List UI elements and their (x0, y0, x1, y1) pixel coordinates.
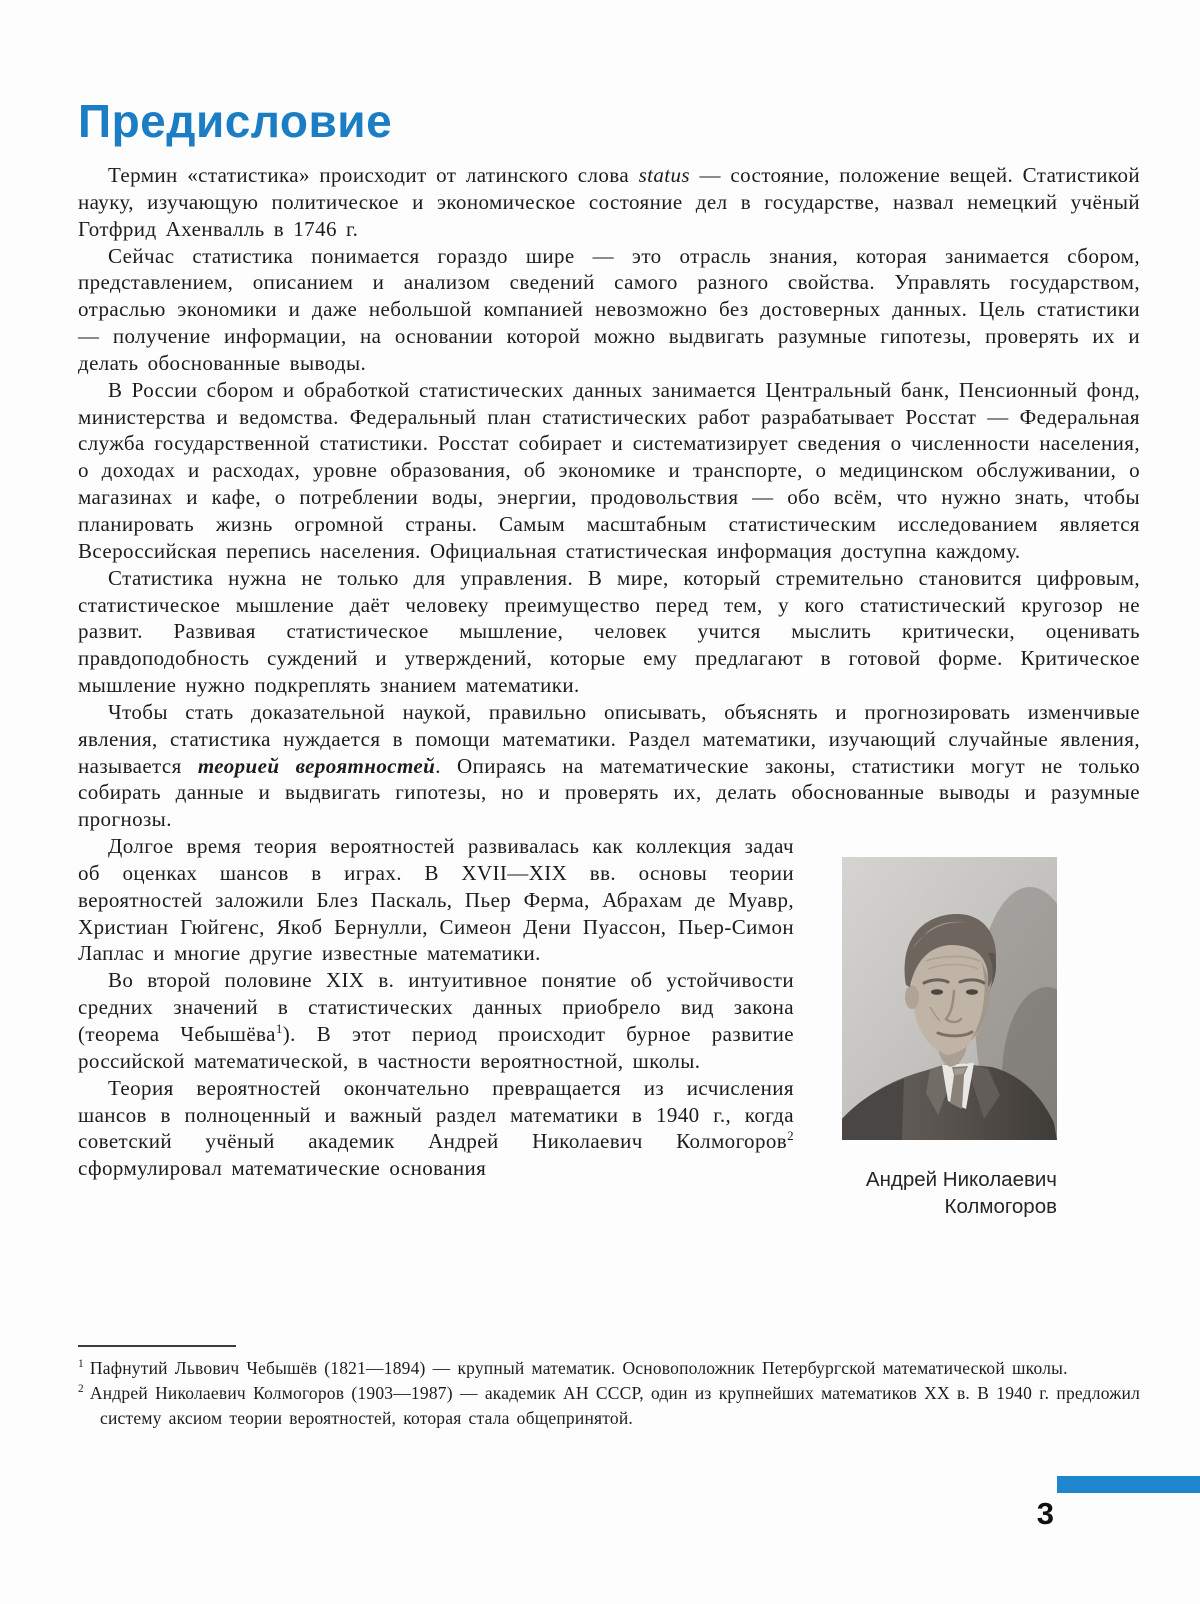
text-segment: . Опираясь на математические законы, статистики могут не только собирать данные и выдвигать гипотезы, но и проверять их, делать обоснованные выводы и разумные прогнозы. (78, 753, 1141, 832)
text-segment: теорией вероятностей (197, 753, 436, 778)
footnote (78, 1381, 1140, 1431)
page-accent-bar (1057, 1476, 1200, 1493)
kolmogorov-figure (842, 857, 1057, 1220)
photo-caption-line: Андрей Николаевич (865, 1168, 1057, 1192)
paragraph (78, 377, 1140, 565)
photo-caption (842, 1166, 1057, 1220)
text-segment: 1 (275, 1021, 283, 1036)
text-segment: status (638, 163, 690, 187)
text-segment: — состояние, положение вещей. Статистикой науку, изучающую политическое и экономическое состояние дел в государстве, назвал немецкий учёный Готфрид Ахенвалль в 1746 г. (78, 163, 1141, 241)
page-title: Предисловие (78, 95, 393, 147)
kolmogorov-photo (842, 857, 1057, 1140)
body-text (78, 162, 1140, 1220)
paragraph (78, 243, 1140, 377)
text-segment: сформулировал математические основания (78, 1156, 487, 1181)
paragraph (78, 162, 1140, 243)
paragraph (78, 565, 1140, 699)
text-segment: Во второй половине XIX в. интуитивное понятие об устойчивости средних значений в статистических данных приобрело вид закона (теорема Чебышёва (78, 968, 794, 1046)
paragraphs-full (78, 162, 1140, 833)
paragraph (78, 833, 794, 967)
footnote (78, 1356, 1140, 1381)
footnotes (78, 1356, 1140, 1430)
text-segment: Термин «статистика» происходит от латинского слова (108, 163, 639, 187)
text-segment: Чтобы стать доказательной наукой, правильно описывать, объяснять и прогнозировать изменчивые явления, статистика нуждается в помощи математики. Раздел математики, изучающий случайные явления, называется (78, 699, 1140, 778)
text-segment: 2 (787, 1128, 794, 1144)
text-segment: Теория вероятностей окончательно превращается из исчисления шансов в полноценный и важный раздел математики в 1940 г., когда советский учёный академик Андрей Николаевич Колмогоров (78, 1075, 794, 1154)
text-segment: Статистика нужна не только для управления. В мире, который стремительно становится цифровым, статистическое мышление даёт человеку преимущество перед тем, у кого статистический кругозор не развит. Развивая статистическое мышление, человек учится мыслить критически, оценивать правдоподобность суждений и утверждений, которые ему предлагают в готовой форме. Критическое мышление нужно подкреплять знанием математики. (78, 565, 1140, 698)
text-segment: Сейчас статистика понимается гораздо шире — это отрасль знания, которая занимается сбором, представлением, описанием и анализом сведений самого разного свойства. Управлять государством, отраслью экономики и даже небольшой компанией невозможно без достоверных данных. Цель статистики — получение информации, на основании которой можно выдвигать разумные гипотезы, проверять их и делать обоснованные выводы. (78, 243, 1140, 375)
paragraph (78, 967, 794, 1074)
text-segment: ). В этот период происходит бурное развитие российской математической, в частности вероятностной, школы. (78, 1022, 794, 1073)
page-number: 3 (1036, 1496, 1054, 1531)
footnote-divider (78, 1345, 236, 1347)
paragraph (78, 699, 1140, 833)
paragraph (78, 1075, 794, 1182)
footnote-text: Пафнутий Львович Чебышёв (1821—1894) — крупный математик. Основоположник Петербургской математической школы. (89, 1358, 1068, 1378)
footnote-marker: 2 (78, 1382, 84, 1395)
text-segment: В России сбором и обработкой статистических данных занимается Центральный банк, Пенсионный фонд, министерства и ведомства. Федеральный план статистических работ разрабатывает Росстат — Федеральная служба государственной статистики. Росстат собирает и систематизирует сведения о численности населения, о доходах и расходах, уровне образования, об экономике и транспорте, о медицинском обслуживании, о магазинах и кафе, о потреблении воды, энергии, продовольствия — обо всём, что нужно знать, чтобы планировать жизнь огромной страны. Самым масштабным статистическим исследованием является Всероссийская перепись населения. Официальная статистическая информация доступна каждому. (78, 377, 1140, 563)
split-section (78, 833, 1140, 1220)
photo-caption-line: Колмогоров (944, 1195, 1057, 1219)
paragraphs-narrow (78, 833, 794, 1182)
footnote-marker: 1 (78, 1358, 84, 1371)
text-segment: Долгое время теория вероятностей развивалась как коллекция задач об оценках шансов в играх. В XVII—XIX вв. основы теории вероятностей заложили Блез Паскаль, Пьер Ферма, Абрахам де Муавр, Христиан Гюйгенс, Якоб Бернулли, Симеон Дени Пуассон, Пьер-Симон Лаплас и многие другие известные математики. (78, 834, 794, 966)
footnote-text: Андрей Николаевич Колмогоров (1903—1987) — академик АН СССР, один из крупнейших математиков XX в. В 1940 г. предложил систему аксиом теории вероятностей, которая стала общепринятой. (89, 1382, 1140, 1428)
